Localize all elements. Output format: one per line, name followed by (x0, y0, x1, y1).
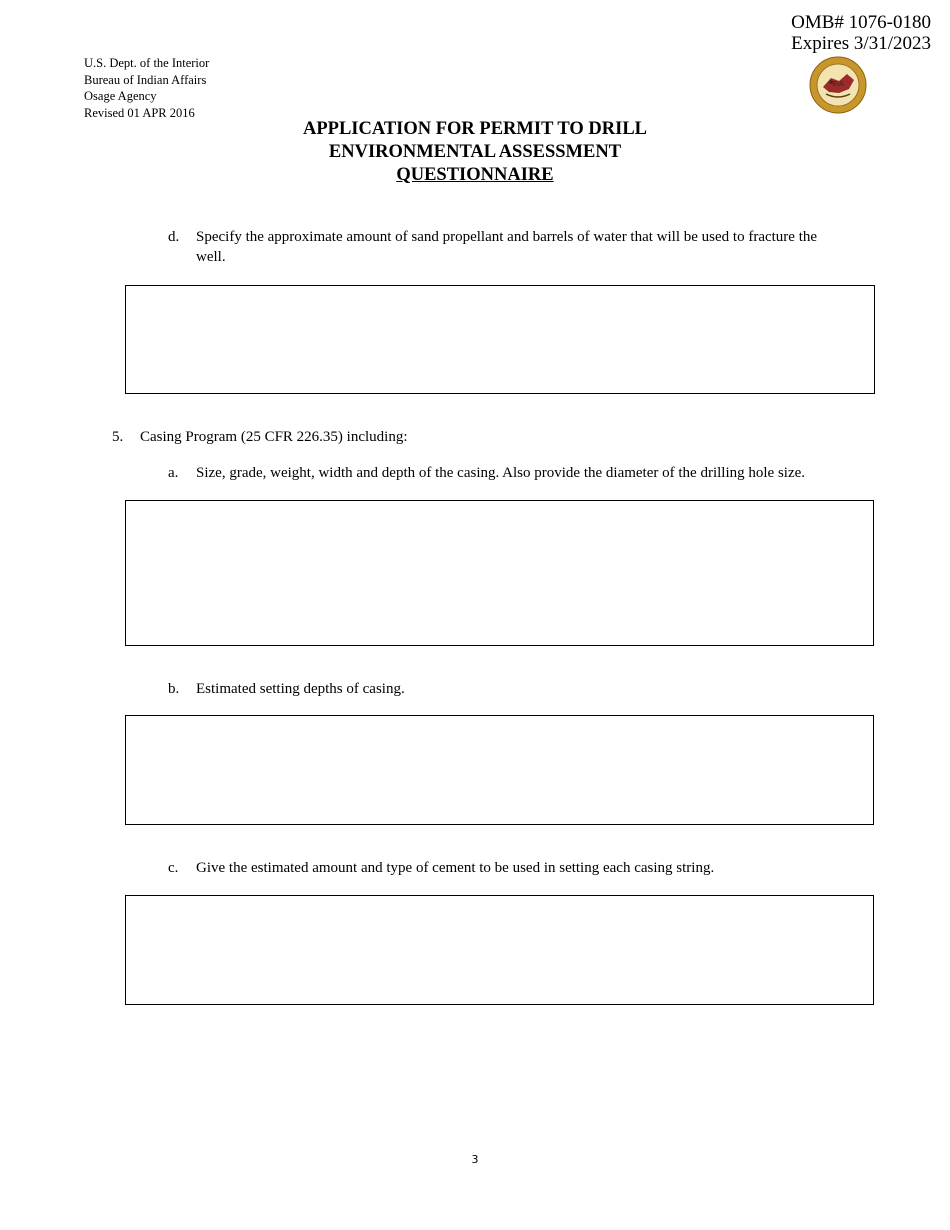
question-5a (168, 463, 858, 483)
omb-expiration: Expires 3/31/2023 (791, 33, 931, 54)
question-5-text: Casing Program (25 CFR 226.35) including: (140, 429, 408, 445)
omb-number: OMB# 1076-0180 (791, 12, 931, 33)
title-line-2: ENVIRONMENTAL ASSESSMENT (328, 142, 622, 162)
question-5c-text: Give the estimated amount and type of cement to be used in setting each casing string. (196, 860, 715, 876)
form-title (0, 118, 950, 187)
question-5b-text: Estimated setting depths of casing. (196, 681, 405, 697)
page-number: 3 (471, 1153, 479, 1166)
question-5b (168, 679, 848, 699)
question-5a-marker: a. (168, 465, 179, 481)
omb-block (791, 12, 931, 54)
seal-text: BIA (832, 80, 844, 88)
question-5c-marker: c. (168, 860, 179, 876)
question-4d (168, 227, 848, 267)
question-5 (112, 427, 812, 447)
question-5a-text: Size, grade, weight, width and depth of the casing. Also provide the diameter of the drilling hole size. (196, 465, 806, 481)
agency-line-agency: Osage Agency (84, 89, 157, 103)
answer-box-5a[interactable] (125, 500, 874, 646)
question-5b-marker: b. (168, 681, 180, 697)
answer-box-5b[interactable] (125, 715, 874, 825)
question-4d-marker: d. (168, 229, 180, 245)
agency-line-bureau: Bureau of Indian Affairs (84, 72, 207, 87)
answer-box-5c[interactable] (125, 895, 874, 1005)
agency-line-revised: Revised 01 APR 2016 (84, 105, 195, 120)
question-5c (168, 858, 848, 878)
agency-line-department: U.S. Dept. of the Interior (84, 56, 210, 70)
question-5-marker: 5. (112, 429, 124, 445)
doi-seal-icon (809, 56, 867, 114)
title-line-1: APPLICATION FOR PERMIT TO DRILL (302, 119, 647, 139)
question-4d-text: Specify the approximate amount of sand propellant and barrels of water that will be used to fracture the well. (196, 229, 818, 265)
agency-block (84, 55, 209, 121)
title-line-3: QUESTIONNAIRE (396, 165, 554, 185)
answer-box-4d[interactable] (125, 285, 875, 394)
